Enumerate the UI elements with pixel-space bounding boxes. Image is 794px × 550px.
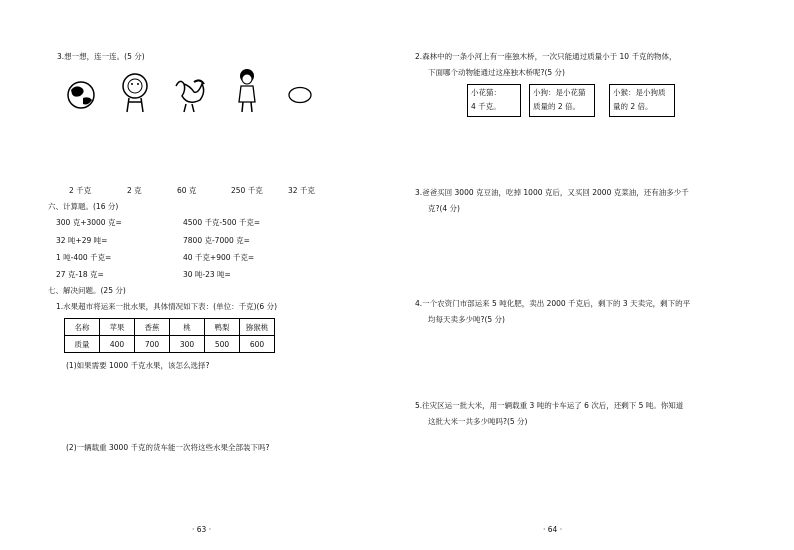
- table-header-cell: 苹果: [100, 319, 135, 336]
- earth-icon: [66, 80, 96, 110]
- table-cell: 400: [100, 336, 135, 353]
- q1-sub2: (2)一辆载重 3000 千克的货车能一次将这些水果全部装下吗?: [66, 443, 270, 452]
- q1-title: 1.水果超市将运来一批水果，具体情况如下表：(单位：千克)(6 分): [56, 302, 278, 311]
- calc-item: 30 吨-23 吨=: [183, 270, 231, 279]
- table-cell: 600: [240, 336, 275, 353]
- calc-item: 300 克+3000 克=: [56, 218, 122, 227]
- weight-label: 60 克: [177, 186, 197, 195]
- weight-label: 250 千克: [231, 186, 263, 195]
- q3-line1: 3.爸爸买回 3000 克豆油，吃掉 1000 克后，又买回 2000 克菜油，还有油多少千: [415, 188, 689, 197]
- q5-line1: 5.往灾区运一批大米，用一辆载重 3 吨的卡车运了 6 次后，还剩下 5 吨。你知道: [415, 401, 684, 410]
- calc-item: 7800 克-7000 克=: [183, 236, 250, 245]
- animal-weight-box: [467, 84, 521, 117]
- box-line: 小花猫：: [471, 88, 501, 97]
- q2-line2: 下面哪个动物能通过这座独木桥呢?(5 分): [428, 68, 565, 77]
- animal-weight-box: [529, 84, 595, 117]
- weight-label: 2 克: [127, 186, 142, 195]
- q4-line2: 均每天卖多少吨?(5 分): [428, 315, 505, 324]
- table-header-cell: 桃: [170, 319, 205, 336]
- q2-line1: 2.森林中的一条小河上有一座独木桥，一次只能通过质量小于 10 千克的物体，: [415, 52, 677, 61]
- box-line: 小狗：是小花猫: [533, 88, 586, 97]
- table-header-cell: 名称: [65, 319, 100, 336]
- rooster-icon: [168, 76, 208, 114]
- q5-line2: 这批大米一共多少吨吗?(5 分): [428, 417, 528, 426]
- q3-line2: 克?(4 分): [428, 204, 460, 213]
- right-page: [397, 0, 794, 550]
- table-row: [65, 319, 275, 336]
- table-cell: 700: [135, 336, 170, 353]
- table-cell: 质量: [65, 336, 100, 353]
- table-header-cell: 香蕉: [135, 319, 170, 336]
- box-line: 4 千克。: [471, 102, 501, 111]
- section-6-title: 六、计算题。(16 分): [48, 202, 119, 211]
- calc-item: 40 千克+900 千克=: [183, 253, 255, 262]
- section-7-title: 七、解决问题。(25 分): [48, 286, 126, 295]
- q4-line1: 4.一个农资门市部运来 5 吨化肥，卖出 2000 千克后，剩下的 3 天卖完，剩下的平: [415, 299, 691, 308]
- calc-item: 1 吨-400 千克=: [56, 253, 112, 262]
- box-line: 量的 2 倍。: [613, 102, 653, 111]
- table-row: [65, 336, 275, 353]
- egg-icon: [288, 86, 312, 104]
- table-cell: 500: [205, 336, 240, 353]
- box-line: 质量的 2 倍。: [533, 102, 581, 111]
- fruit-table: [64, 318, 275, 353]
- box-line: 小猴：是小狗质: [613, 88, 666, 97]
- table-header-cell: 鸭梨: [205, 319, 240, 336]
- girl-icon: [234, 68, 260, 114]
- table-header-cell: 猕猴桃: [240, 319, 275, 336]
- calc-item: 32 吨+29 吨=: [56, 236, 108, 245]
- q1-sub1: (1)如果需要 1000 千克水果，该怎么选择?: [66, 361, 210, 370]
- q3-title: 3.想一想，连一连。(5 分): [57, 52, 145, 61]
- calc-item: 27 克-18 克=: [56, 270, 104, 279]
- page-number: · 64 ·: [543, 525, 563, 534]
- calc-item: 4500 千克-500 千克=: [183, 218, 261, 227]
- animal-weight-box: [609, 84, 675, 117]
- table-cell: 300: [170, 336, 205, 353]
- weight-label: 32 千克: [288, 186, 315, 195]
- lion-icon: [117, 72, 153, 114]
- page-number: · 63 ·: [192, 525, 212, 534]
- weight-label: 2 千克: [69, 186, 92, 195]
